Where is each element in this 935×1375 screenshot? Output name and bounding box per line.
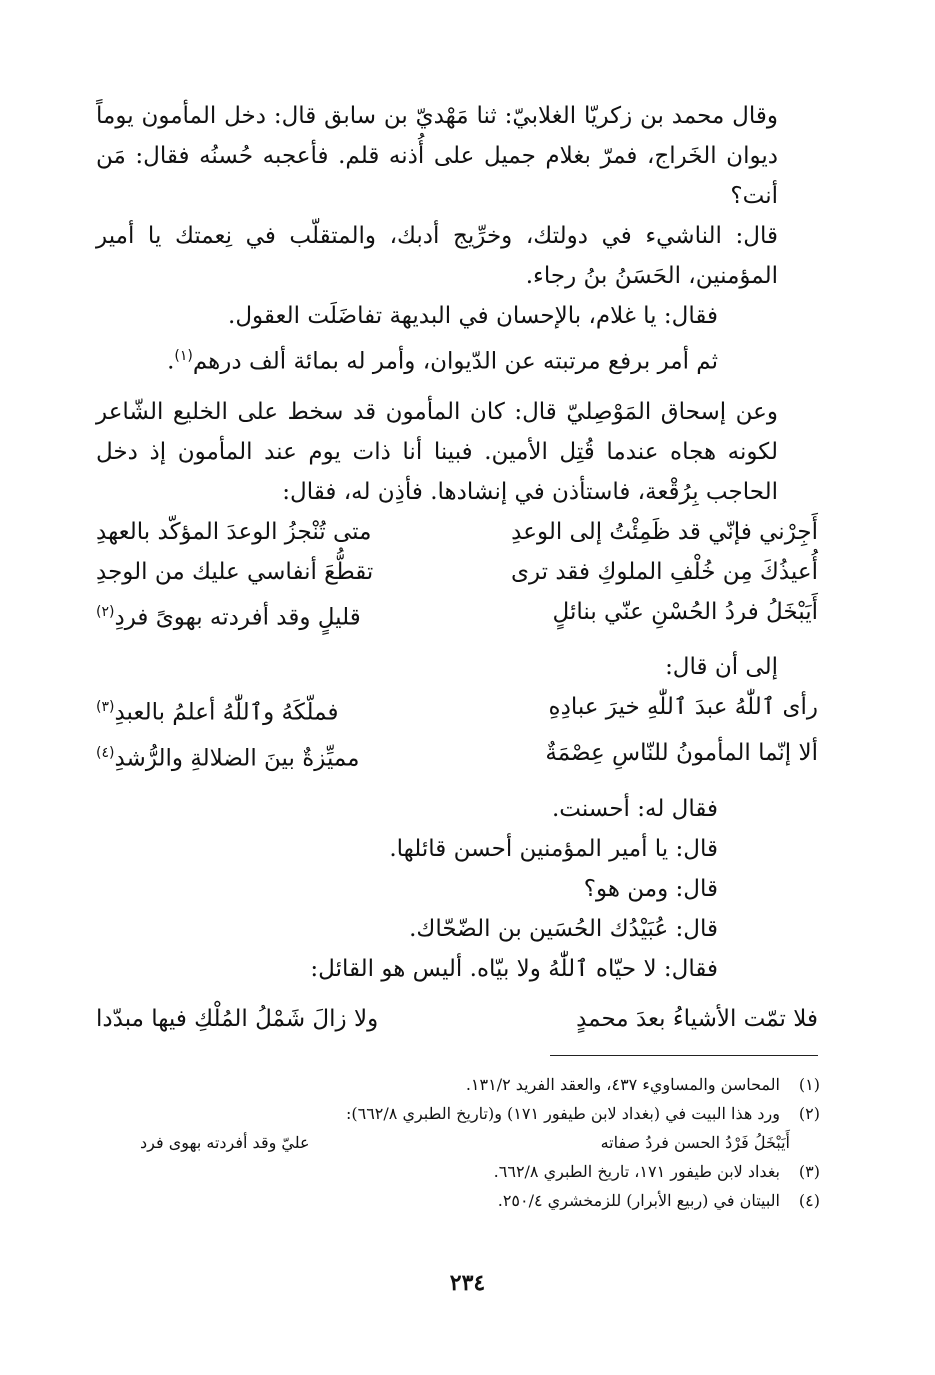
page-body xyxy=(96,96,818,1039)
footnote-ref-4: (٤) xyxy=(96,744,115,761)
paragraph-4-text: ثم أمر برفع مرتبته عن الدّيوان، وأمر له بمائة ألف درهم xyxy=(192,348,718,375)
paragraph-5: وعن إسحاق المَوْصِليّ قال: كان المأمون قد سخط على الخليع الشّاعر لكونه هجاه عندما قُتِل الأمين. فبينا أنا ذات يوم عند المأمون إذ دخل الحاجب بِرُقْعة، فاستأذن في إنشادها. فأذِن له، فقال: xyxy=(96,398,778,505)
footnote-ref-3: (٣) xyxy=(96,699,115,716)
footnote xyxy=(140,1099,820,1128)
verse-second-hemistich-text: فملّكَهُ وٱللّٰهُ أعلمُ بالعبدِ xyxy=(114,699,339,726)
dialogue-line-4: قال: عُبَيْدُك الحُسَين بن الضّحّاك. xyxy=(409,915,718,942)
verse-line xyxy=(96,512,818,552)
dialogue-line-5: فقال: لا حيّاه ٱللّٰهُ ولا بيّاه. أليس هو القائل: xyxy=(310,955,718,982)
verse-second-hemistich xyxy=(96,512,441,552)
footnote-divider xyxy=(550,1055,818,1056)
paragraph-2: قال: الناشيء في دولتك، وخرِّيج أدبك، والمتقلّب في نِعمتك يا أمير المؤمنين، الحَسَنُ بنُ رجاء. xyxy=(96,223,778,289)
footnote-ref-1: (١) xyxy=(174,348,193,364)
footnote-verse xyxy=(140,1128,820,1157)
paragraph-3: فقال: يا غلام، بالإحسان في البديهة تفاضَلَت العقول. xyxy=(228,303,718,329)
footnotes xyxy=(140,1070,820,1215)
verse-second-hemistich-text: قليلٍ وقد أفردته بهوىً فردِ xyxy=(114,604,361,631)
verse-first-hemistich: أَيَبْخَلُ فردُ الحُسْنِ عنّي بنائلٍ xyxy=(552,598,818,625)
footnote-ref-2: (٢) xyxy=(96,603,115,620)
paragraph-1: وقال محمد بن زكريّا الغلابيّ: ثنا مَهْديّ بن سابق قال: دخل المأمون يوماً ديوان الخَراج، فمرّ بغلام جميل على أُذنه قلم. فأعجبه حُسنُه فقال: مَن أنت؟ xyxy=(96,103,778,209)
verse-second-hemistich-text: مميِّزةٌ بينَ الضلالةِ والرُّشدِ xyxy=(114,745,360,772)
verse-first-hemistich: ألا إنّما المأمونُ للنّاسِ عِصْمَةٌ xyxy=(545,739,818,766)
verse-first-hemistich: أَجِرْني فإنّي قد ظَمِئْتُ إلى الوعدِ xyxy=(511,518,818,545)
verse-second-hemistich-text: متى تُنْجزُ الوعدَ المؤكّد بالعهدِ xyxy=(96,518,372,545)
page-number: ٢٣٤ xyxy=(449,1270,486,1296)
verse-first-hemistich: أُعيذُكَ مِن خُلْفِ الملوكِ فقد ترى xyxy=(510,558,818,585)
footnote xyxy=(140,1070,820,1099)
verse-second-hemistich xyxy=(96,592,441,638)
verse-second-hemistich-text: تقطُّعَ أنفاسي عليك من الوجدِ xyxy=(96,558,374,585)
verses-group-2 xyxy=(96,687,818,778)
footnote-text: المحاسن والمساويء ٤٣٧، والعقد الفريد ١٣١/٢. xyxy=(465,1075,780,1094)
footnote-number: (٢) xyxy=(798,1104,820,1123)
footnote-number: (٤) xyxy=(798,1191,820,1210)
footnote xyxy=(140,1186,820,1215)
verse-second-hemistich xyxy=(96,552,441,592)
verse-line xyxy=(96,687,818,733)
dialogue-line-1: فقال له: أحسنت. xyxy=(551,795,718,822)
footnote-number: (١) xyxy=(798,1075,820,1094)
verse-second-hemistich xyxy=(96,733,441,779)
footnote-text: البيتان في (ربيع الأبرار) للزمخشري ٢٥٠/٤. xyxy=(497,1191,780,1210)
paragraph-6: إلى أن قال: xyxy=(665,654,778,681)
verse-line-final xyxy=(96,999,818,1039)
dialogue xyxy=(96,789,818,989)
verse-second-hemistich: ولا زالَ شَمْلُ المُلْكِ فيها مبدّدا xyxy=(96,1005,379,1032)
verse-second-hemistich xyxy=(96,687,441,733)
paragraph-4: ثم أمر برفع مرتبته عن الدّيوان، وأمر له بمائة ألف درهم$^{(١)}$. xyxy=(167,348,718,375)
footnote-verse-first: أَيَبْخَلُ فَرْدُ الحسن فردُ صفاته xyxy=(600,1133,790,1152)
verses-group-1 xyxy=(96,512,818,638)
verse-first-hemistich: فلا تمّت الأشياءُ بعدَ محمدٍ xyxy=(576,1005,818,1032)
verse-first-hemistich: رأى ٱللّٰهُ عبدَ ٱللّٰهِ خيرَ عبادِهِ xyxy=(548,694,818,721)
verse-line xyxy=(96,552,818,592)
footnote xyxy=(140,1157,820,1186)
footnote-number: (٣) xyxy=(798,1162,820,1181)
footnote-text: بغداد لابن طيفور ١٧١، تاريخ الطبري ٦٦٢/٨. xyxy=(493,1162,780,1181)
dialogue-line-2: قال: يا أمير المؤمنين أحسن قائلها. xyxy=(389,835,718,862)
footnote-verse-second: عليّ وقد أفردته بهوى فرد xyxy=(140,1133,310,1152)
verse-line xyxy=(96,733,818,779)
dialogue-line-3: قال: ومن هو؟ xyxy=(583,875,718,902)
verse-line xyxy=(96,592,818,638)
footnote-text: ورد هذا البيت في (بغداد لابن طيفور ١٧١) و(تاريخ الطبري ٦٦٢/٨): xyxy=(345,1104,780,1123)
